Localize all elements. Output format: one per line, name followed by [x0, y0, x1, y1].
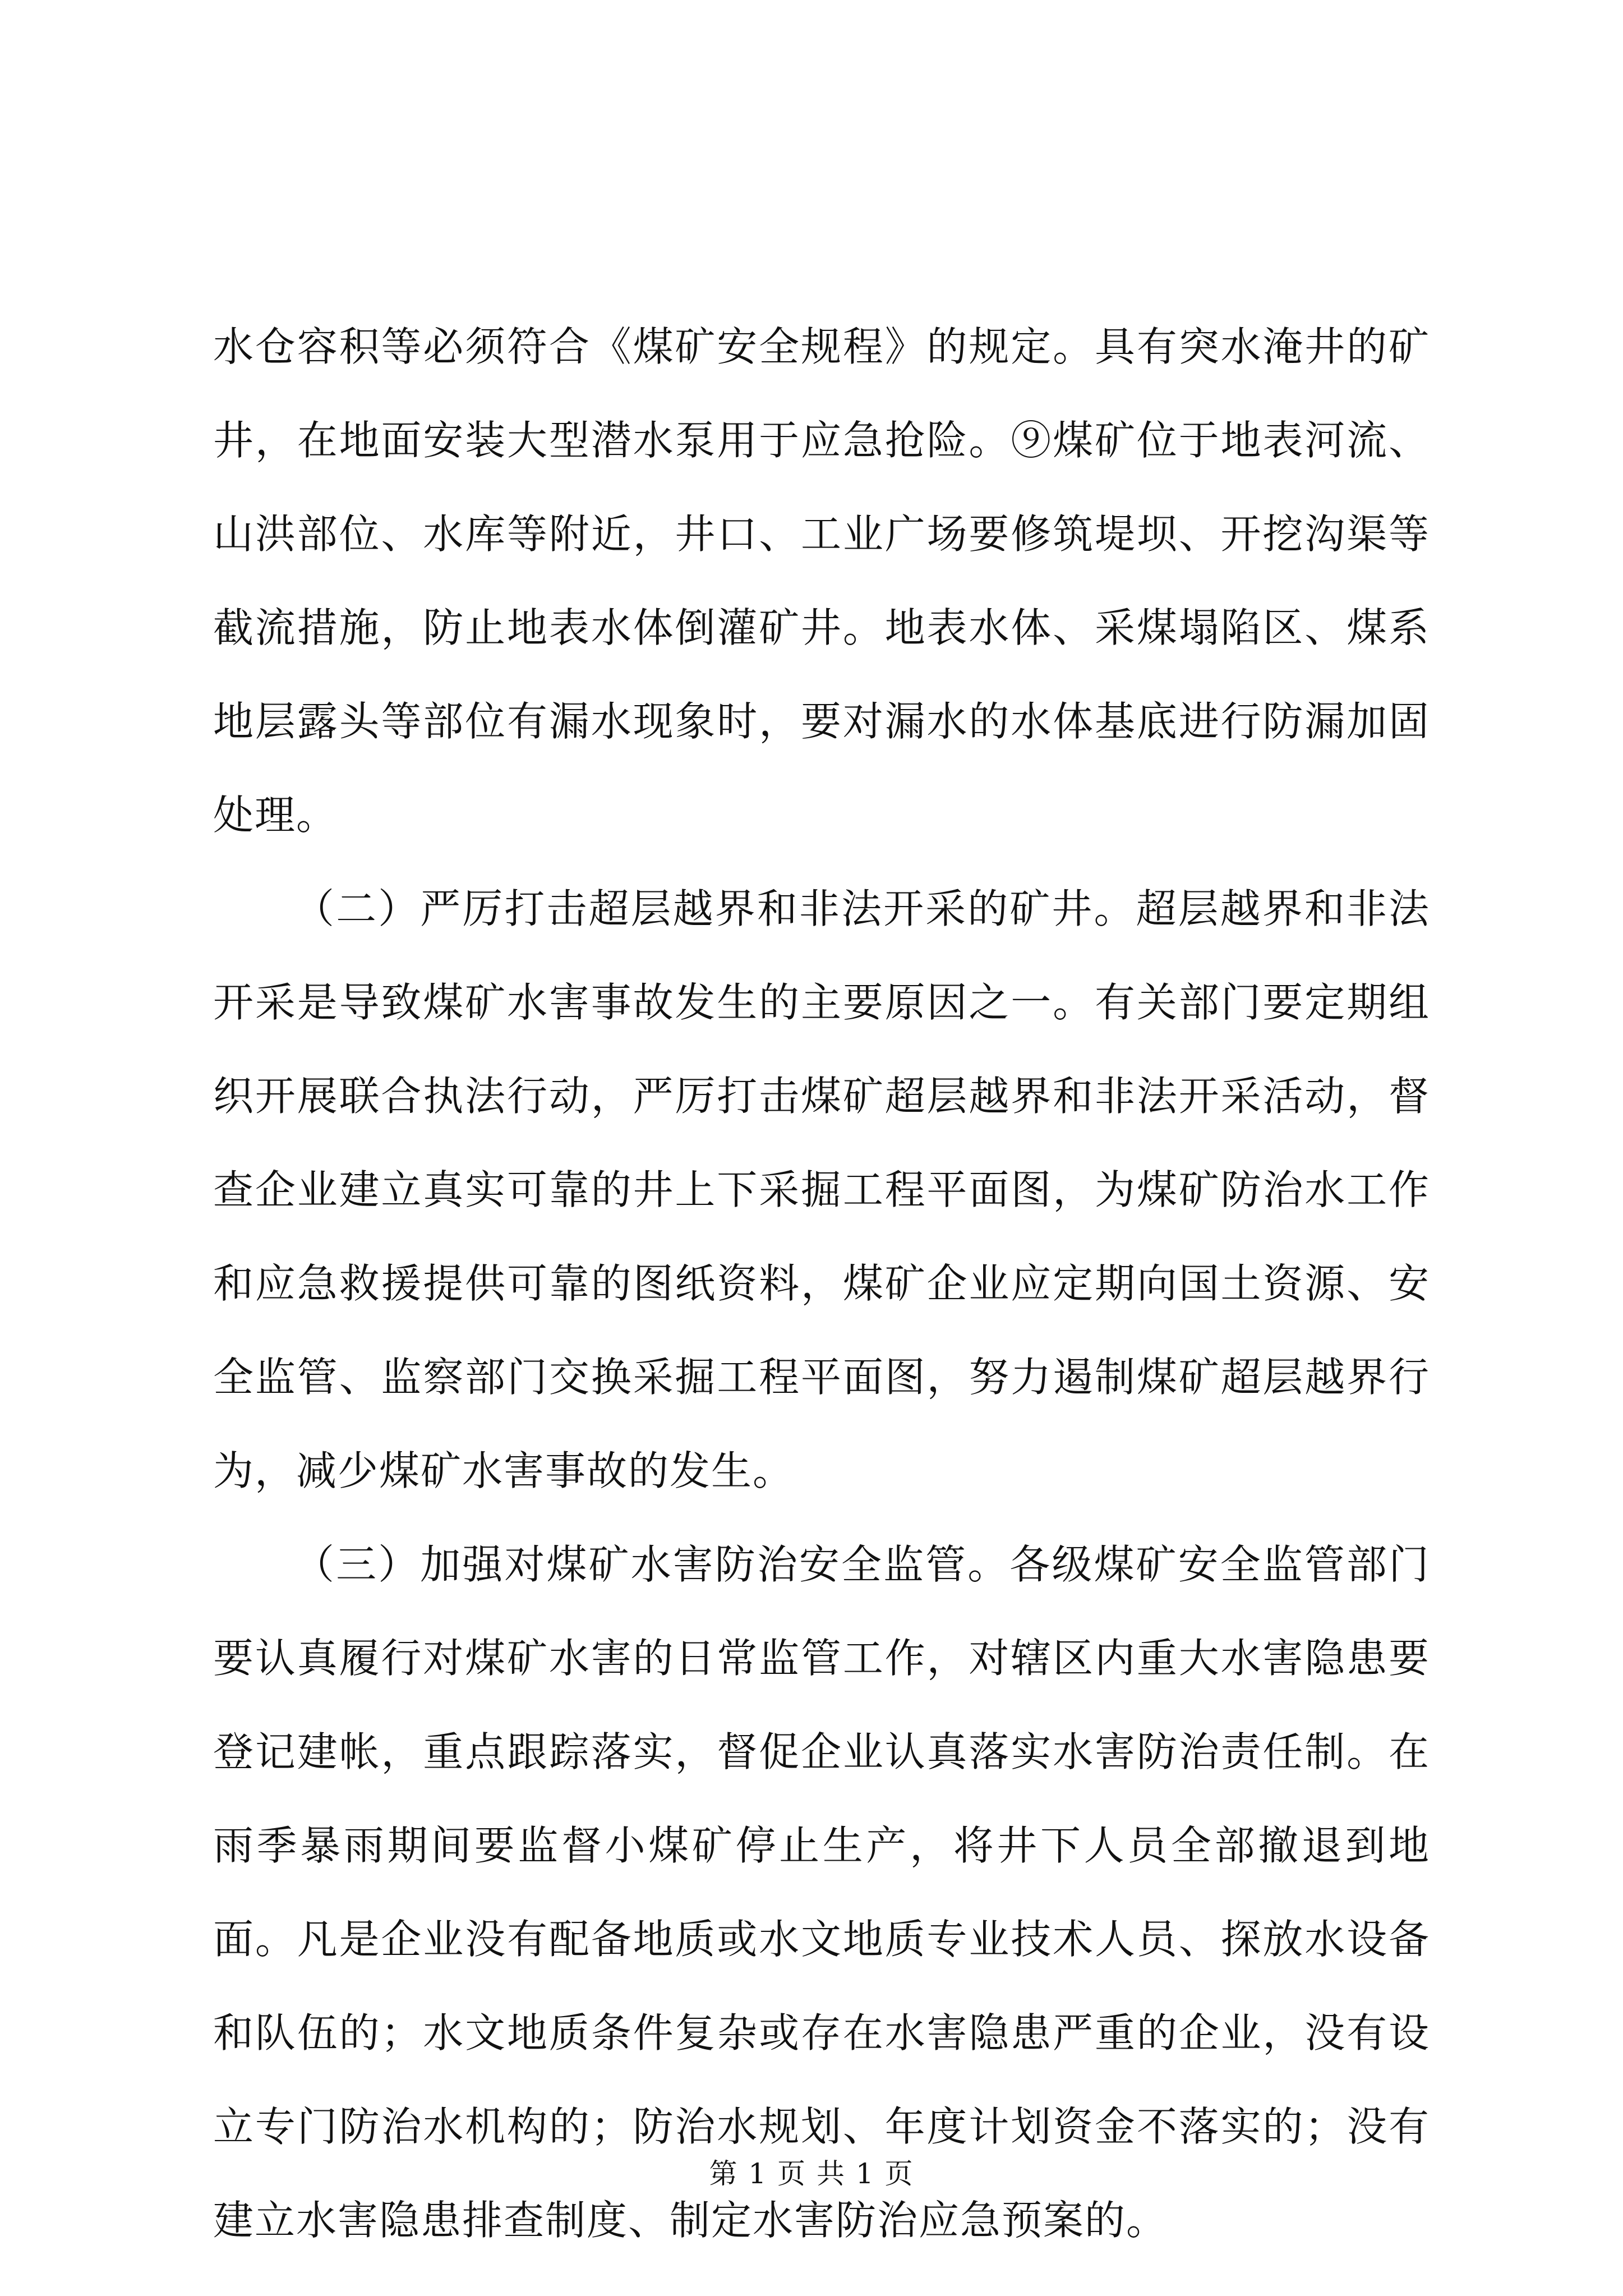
- page-footer: 第 1 页 共 1 页: [709, 2157, 914, 2190]
- paragraph-water-storage: 水仓容积等必须符合《煤矿安全规程》的规定。具有突水淹井的矿井，在地面安装大型潜水泵用于应急抢险。⑨煤矿位于地表河流、山洪部位、水库等附近，井口、工业广场要修筑堤坝、开挖沟渠等截流措施，防止地表水体倒灌矿井。地表水体、采煤塌陷区、煤系地层露头等部位有漏水现象时，要对漏水的水体基底进行防漏加固处理。: [213, 323, 1430, 839]
- document-body: [213, 300, 1430, 2267]
- paragraph-safety-supervision: （三）加强对煤矿水害防治安全监管。各级煤矿安全监管部门要认真履行对煤矿水害的日常监管工作，对辖区内重大水害隐患要登记建帐，重点跟踪落实，督促企业认真落实水害防治责任制。在雨季暴雨期间要监督小煤矿停止生产，将井下人员全部撤退到地面。凡是企业没有配备地质或水文地质专业技术人员、探放水设备和队伍的；水文地质条件复杂或存在水害隐患严重的企业，没有设立专门防治水机构的；防治水规划、年度计划资金不落实的；没有建立水害隐患排查制度、制定水害防治应急预案的。: [213, 1541, 1430, 2244]
- paragraph-illegal-mining: （二）严厉打击超层越界和非法开采的矿井。超层越界和非法开采是导致煤矿水害事故发生的主要原因之一。有关部门要定期组织开展联合执法行动，严厉打击煤矿超层越界和非法开采活动，督查企业建立真实可靠的井上下采掘工程平面图，为煤矿防治水工作和应急救援提供可靠的图纸资料，煤矿企业应定期向国土资源、安全监管、监察部门交换采掘工程平面图，努力遏制煤矿超层越界行为，减少煤矿水害事故的发生。: [213, 885, 1430, 1494]
